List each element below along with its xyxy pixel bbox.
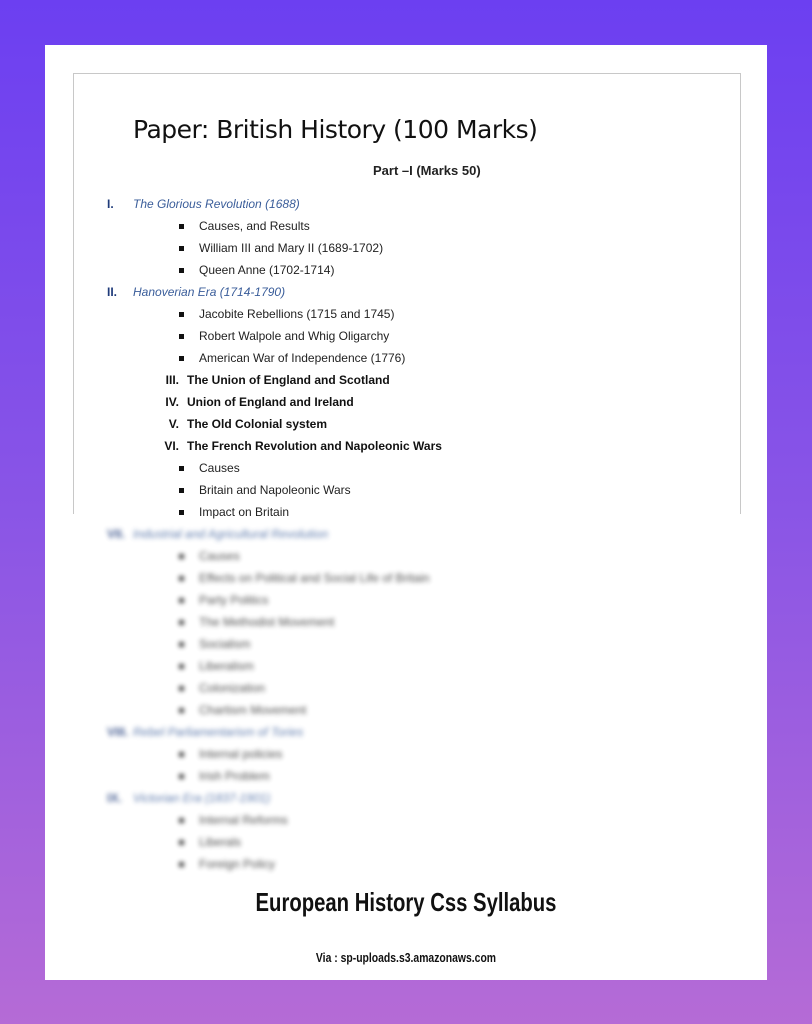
bullet-icon <box>179 215 199 237</box>
section-number: VIII. <box>107 725 129 739</box>
caption: European History Css Syllabus <box>255 887 557 917</box>
list-item-label: Foreign Policy <box>199 857 276 871</box>
list-item <box>107 303 707 325</box>
section-number: II. <box>107 285 118 299</box>
list-item-label: The Methodist Movement <box>199 615 335 629</box>
list-item <box>107 853 707 875</box>
section-label: Victorian Era (1837-1901) <box>133 791 271 805</box>
list-item-label: Effects on Political and Social Life of Britain <box>199 571 430 585</box>
section-label: Union of England and Ireland <box>187 395 354 409</box>
section-label: The Union of England and Scotland <box>187 373 390 387</box>
bullet-icon <box>179 611 199 633</box>
blurred-syllabus-list <box>107 523 707 875</box>
section-number: IV. <box>165 395 179 409</box>
section-heading <box>107 787 707 809</box>
list-item <box>107 545 707 567</box>
list-item-label: Liberals <box>199 835 242 849</box>
bullet-icon <box>179 589 199 611</box>
bullet-icon <box>179 655 199 677</box>
list-item-label: American War of Independence (1776) <box>199 351 406 365</box>
list-item-label: William III and Mary II (1689-1702) <box>199 241 384 255</box>
section-heading <box>107 369 707 391</box>
list-item-label: Causes <box>199 549 240 563</box>
list-item <box>107 479 707 501</box>
list-item <box>107 743 707 765</box>
list-item <box>107 259 707 281</box>
section-heading <box>107 391 707 413</box>
list-item <box>107 611 707 633</box>
source-link[interactable]: Via : sp-uploads.s3.amazonaws.com <box>315 950 497 965</box>
list-item-label: Liberalism <box>199 659 254 673</box>
section-number: VII. <box>107 527 126 541</box>
list-item <box>107 831 707 853</box>
list-item <box>107 237 707 259</box>
list-item-label: Party Politics <box>199 593 269 607</box>
list-item-label: Internal policies <box>199 747 283 761</box>
list-item-label: Socialism <box>199 637 251 651</box>
list-item-label: Causes, and Results <box>199 219 310 233</box>
bullet-icon <box>179 567 199 589</box>
section-label: Industrial and Agricultural Revolution <box>133 527 328 541</box>
syllabus-list <box>107 193 707 523</box>
bullet-icon <box>179 479 199 501</box>
bullet-icon <box>179 347 199 369</box>
list-item <box>107 809 707 831</box>
bullet-icon <box>179 303 199 325</box>
list-item <box>107 677 707 699</box>
section-heading <box>107 281 707 303</box>
list-item-label: Jacobite Rebellions (1715 and 1745) <box>199 307 395 321</box>
list-item <box>107 457 707 479</box>
list-item-label: Robert Walpole and Whig Oligarchy <box>199 329 390 343</box>
list-item <box>107 325 707 347</box>
list-item <box>107 699 707 721</box>
section-label: Rebel Parliamentarism of Tories <box>133 725 304 739</box>
section-number: VI. <box>164 439 179 453</box>
section-heading <box>107 523 707 545</box>
bullet-icon <box>179 677 199 699</box>
bullet-icon <box>179 633 199 655</box>
list-item <box>107 655 707 677</box>
list-item-label: Irish Problem <box>199 769 270 783</box>
bullet-icon <box>179 743 199 765</box>
section-heading <box>107 193 707 215</box>
section-label: The Glorious Revolution (1688) <box>133 197 300 211</box>
section-number: III. <box>165 373 179 387</box>
bullet-icon <box>179 809 199 831</box>
section-number: I. <box>107 197 114 211</box>
list-item <box>107 215 707 237</box>
list-item <box>107 347 707 369</box>
list-item <box>107 765 707 787</box>
list-item-label: Chartism Movement <box>199 703 307 717</box>
list-item <box>107 501 707 523</box>
bullet-icon <box>179 259 199 281</box>
bullet-icon <box>179 699 199 721</box>
bullet-icon <box>179 853 199 875</box>
section-label: The French Revolution and Napoleonic Wars <box>187 439 442 453</box>
image-card <box>45 45 767 980</box>
section-heading <box>107 721 707 743</box>
section-label: The Old Colonial system <box>187 417 328 431</box>
section-label: Hanoverian Era (1714-1790) <box>133 285 286 299</box>
bullet-icon <box>179 237 199 259</box>
list-item <box>107 633 707 655</box>
list-item-label: Internal Reforms <box>199 813 288 827</box>
bullet-icon <box>179 457 199 479</box>
bullet-icon <box>179 545 199 567</box>
list-item-label: Britain and Napoleonic Wars <box>199 483 351 497</box>
part-heading: Part –I (Marks 50) <box>373 163 481 178</box>
list-item-label: Queen Anne (1702-1714) <box>199 263 335 277</box>
bullet-icon <box>179 831 199 853</box>
list-item-label: Colonization <box>199 681 266 695</box>
page-title: Paper: British History (100 Marks) <box>133 115 538 144</box>
list-item-label: Impact on Britain <box>199 505 290 519</box>
section-number: IX. <box>107 791 122 805</box>
bullet-icon <box>179 501 199 523</box>
list-item <box>107 589 707 611</box>
section-heading <box>107 413 707 435</box>
bullet-icon <box>179 325 199 347</box>
list-item-label: Causes <box>199 461 240 475</box>
list-item <box>107 567 707 589</box>
section-number: V. <box>168 417 179 431</box>
bullet-icon <box>179 765 199 787</box>
section-heading <box>107 435 707 457</box>
